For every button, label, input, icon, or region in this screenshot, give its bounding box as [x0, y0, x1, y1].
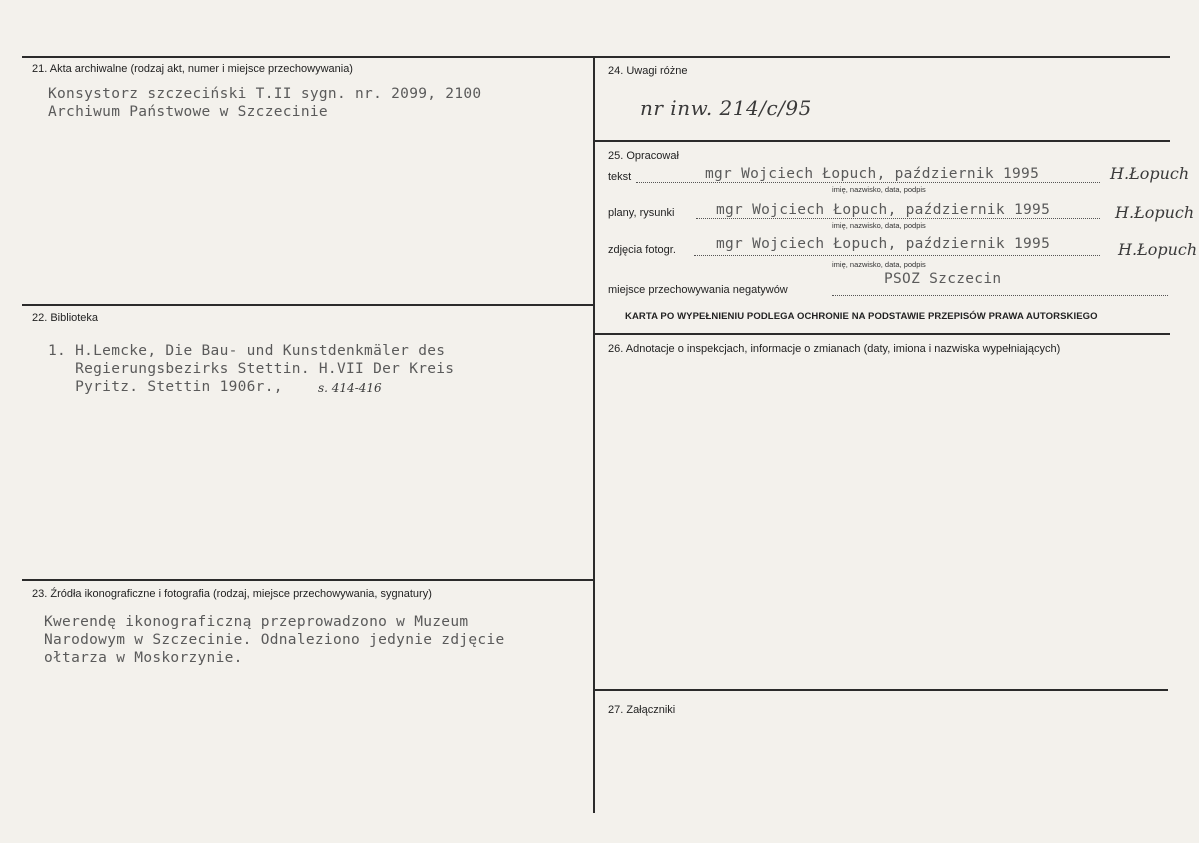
section-23-label: 23. Źródła ikonograficzne i fotografia (rodzaj, miejsce przechowywania, sygnatury): [32, 588, 432, 600]
row-plany-signature: H.Łopuch: [1115, 203, 1195, 222]
right-rule-25: [594, 140, 1170, 142]
section-22-line-2: Regierungsbezirks Stettin. H.VII Der Kreis: [48, 361, 455, 377]
section-21-line-2: Archiwum Państwowe w Szczecinie: [48, 104, 328, 120]
row-zdjecia-value: mgr Wojciech Łopuch, październik 1995: [716, 236, 1051, 252]
row-plany-sublabel: imię, nazwisko, data, podpis: [832, 221, 926, 230]
row-zdjecia-signature: H.Łopuch: [1118, 240, 1198, 259]
section-23-line-1: Kwerendę ikonograficzną przeprowadzono w Muzeum: [44, 614, 469, 630]
row-tekst-signature: H.Łopuch: [1110, 164, 1190, 183]
right-rule-27: [594, 689, 1168, 691]
negatives-dotted-line: [832, 295, 1168, 296]
left-rule-22: [22, 304, 594, 306]
copyright-notice: KARTA PO WYPEŁNIENIU PODLEGA OCHRONIE NA PODSTAWIE PRZEPISÓW PRAWA AUTORSKIEGO: [625, 311, 1098, 322]
section-24-label: 24. Uwagi różne: [608, 65, 688, 77]
section-22-line-3: Pyritz. Stettin 1906r.,: [48, 379, 283, 395]
section-21-label: 21. Akta archiwalne (rodzaj akt, numer i miejsce przechowywania): [32, 63, 353, 75]
row-tekst-label: tekst: [608, 171, 632, 183]
section-24-handnote: nr inw. 214/c/95: [640, 96, 812, 120]
top-rule: [22, 56, 1170, 58]
row-zdjecia-label: zdjęcia fotogr.: [608, 244, 676, 256]
row-plany-label: plany, rysunki: [608, 207, 675, 219]
section-25-label: 25. Opracował: [608, 150, 679, 162]
center-divider: [593, 56, 595, 813]
section-27-label: 27. Załączniki: [608, 704, 676, 716]
section-22-handnote: s. 414-416: [318, 381, 382, 395]
negatives-label: miejsce przechowywania negatywów: [608, 284, 788, 296]
right-rule-26: [594, 333, 1170, 335]
row-plany-value: mgr Wojciech Łopuch, październik 1995: [716, 202, 1051, 218]
left-rule-23: [22, 579, 594, 581]
row-tekst-sublabel: imię, nazwisko, data, podpis: [832, 185, 926, 194]
row-tekst-value: mgr Wojciech Łopuch, październik 1995: [705, 166, 1040, 182]
row-zdjecia-sublabel: imię, nazwisko, data, podpis: [832, 260, 926, 269]
section-26-label: 26. Adnotacje o inspekcjach, informacje o zmianach (daty, imiona i nazwiska wypełniających): [608, 343, 1061, 355]
section-21-line-1: Konsystorz szczeciński T.II sygn. nr. 2099, 2100: [48, 86, 482, 102]
section-23-line-2: Narodowym w Szczecinie. Odnaleziono jedynie zdjęcie: [44, 632, 505, 648]
section-22-line-1: 1. H.Lemcke, Die Bau- und Kunstdenkmäler des: [48, 343, 446, 359]
section-23-line-3: ołtarza w Moskorzynie.: [44, 650, 243, 666]
row-zdjecia-dotted-line: [694, 255, 1100, 256]
negatives-value: PSOZ Szczecin: [884, 271, 1002, 287]
section-22-label: 22. Biblioteka: [32, 312, 99, 324]
